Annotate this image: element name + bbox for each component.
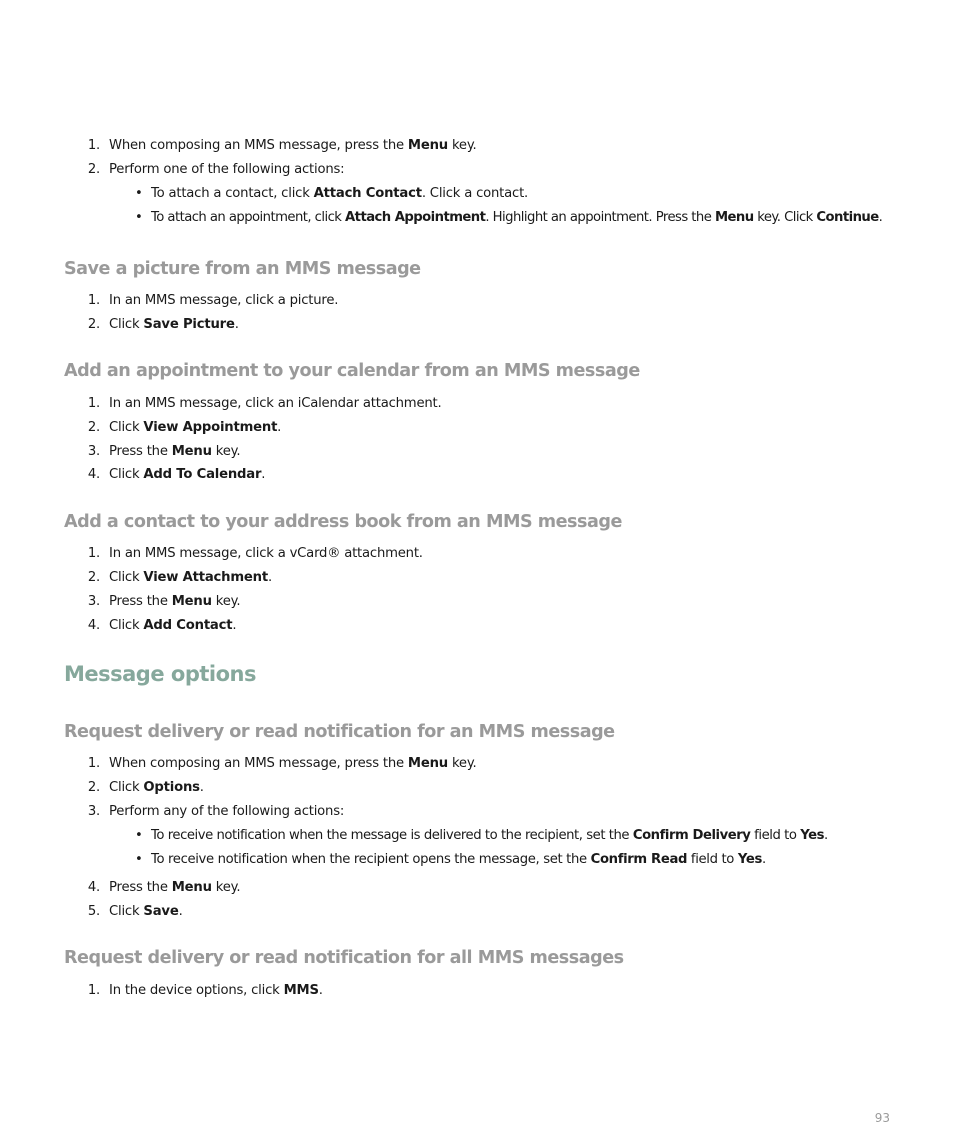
save-picture-heading: Save a picture from an MMS message xyxy=(64,259,421,279)
request-notification-heading: Request delivery or read notification for an MMS message xyxy=(64,722,615,742)
page-number: 93 xyxy=(874,1111,890,1125)
message-options-heading: Message options xyxy=(64,662,256,686)
add-appointment-heading: Add an appointment to your calendar from an MMS message xyxy=(64,361,640,381)
document-page: 1. When composing an MMS message, press the Menu key. 2. Perform one of the following actions: • To attach a contact, click Attach Contact. Click a contact. • To attach an appointment, click Attach Appointment. Highlight an appointment. Press the Menu key. Click Continue. Save a picture from an MMS message 1. In an MMS message, click a picture. 2. Click Save Picture. Add an appointment to your calendar from an MMS message 1. In an MMS message, click an iCalendar attachment. 2. Click View Appointment. 3. Press the Menu key. 4. Click Add To Calendar. Add a contact to your address book from an MMS message 1. In an MMS message, click a vCard® attachment. 2. Click View Attachment. 3. Press the Menu key. 4. Click Add Contact. Message options Request delivery or read notification for an MMS message 1. When composing an MMS message, press the Menu key. 2. Click Options. 3. Perform any of the following actions: • To receive notification when the message is delivered to the recipient, set the Confirm Delivery field to Yes. • To receive notification when the recipient opens the message, set the Confirm Read field to Yes. 4. Press the Menu key. 5. Click Save. Request delivery or read notification for all MMS messages 1. In the device options, click MMS. 93 xyxy=(64,138,890,1125)
add-contact-heading: Add a contact to your address book from an MMS message xyxy=(64,512,622,532)
request-all-heading: Request delivery or read notification for all MMS messages xyxy=(64,948,624,968)
